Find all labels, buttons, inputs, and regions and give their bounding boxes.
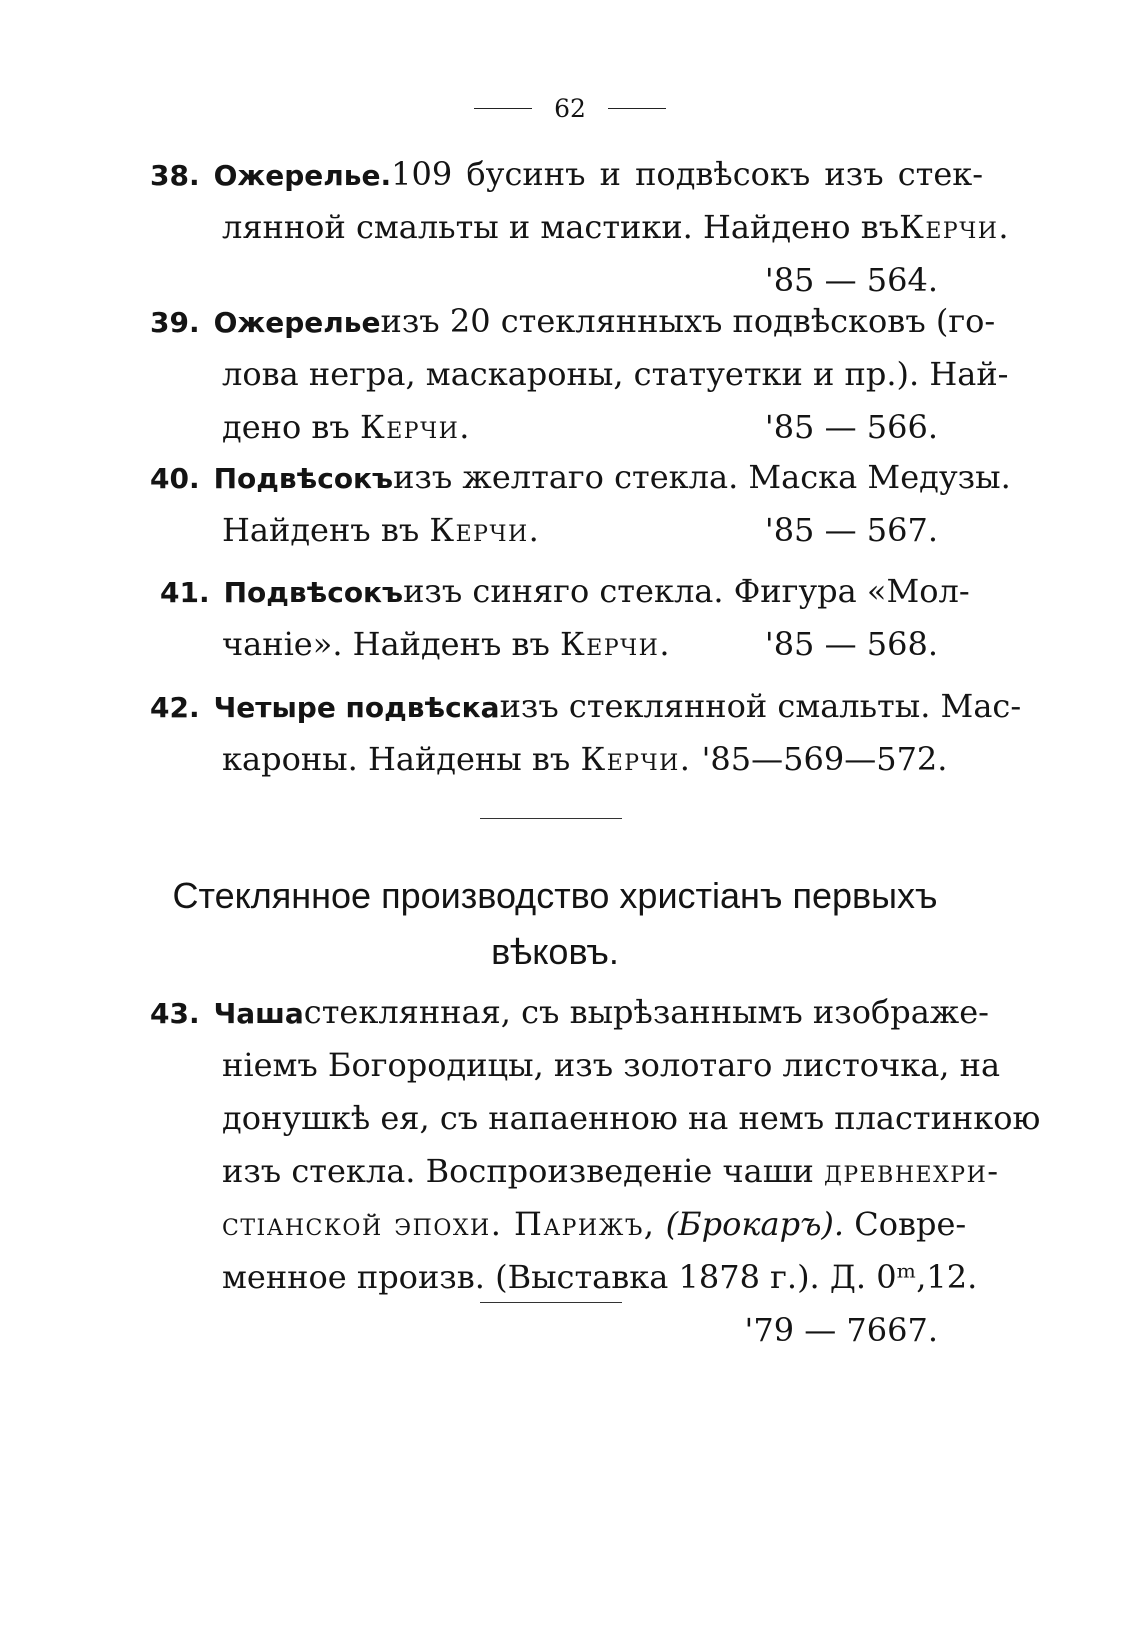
entry-text: Найденъ въ [222,511,430,549]
entry-line [150,201,1011,254]
entry-place: Керчи. [899,208,1011,246]
entry-term: Ожерелье [213,306,381,339]
entry-text: дено въ [222,408,360,446]
entry-text: лянной смальты и мастики. Найдено въ [222,208,900,246]
entry-term: Подвѣсокъ [223,576,404,609]
entry-reference: '85 — 568. [764,625,938,663]
entry-place: Керчи. [429,511,541,549]
page-header [0,88,1140,128]
entry-text: изъ 20 стеклянныхъ подвѣсковъ (го- [380,302,996,340]
entry-text: чаніе». Найденъ въ [222,625,561,663]
entry-number: 39. [150,306,200,339]
catalog-entry-38 [150,148,1011,307]
section-title-line: Стеклянное производство христіанъ первыхъ [172,875,938,916]
entry-reference: '85 — 567. [764,511,938,549]
entry-line [150,401,960,454]
entry-maker: (Брокаръ). [655,1205,845,1243]
entry-text: изъ синяго стекла. Фигура «Мол- [403,572,970,610]
entry-text: изъ стеклянной смальты. Мас- [499,687,1022,725]
entry-text: донушкѣ ея, съ напаенною на немъ пластинкою [222,1099,1041,1137]
section-divider [480,818,622,819]
entry-text: изъ желтаго стекла. Маска Медузы. [393,458,1011,496]
catalog-entry-41 [150,565,970,671]
entry-number: 42. [150,691,200,724]
entry-place: Керчи. [560,625,672,663]
entry-text: менное произв. (Выставка 1878 г.). Д. 0ᵐ,12. [222,1258,978,1296]
entry-text: ніемъ Богородицы, изъ золотаго листочка, на [222,1046,1001,1084]
entry-term: Ожерелье. [213,159,392,192]
entry-text: Совре- [844,1205,967,1243]
entry-line [150,148,984,201]
entry-line [150,680,1022,733]
entry-text: 109 бусинъ и подвѣсокъ изъ стек- [391,155,984,193]
section-title [150,868,960,980]
entry-term: Подвѣсокъ [213,462,394,495]
catalog-entry-40 [150,451,1011,557]
entry-number: 41. [160,576,210,609]
entry-line [150,1198,967,1251]
catalog-entry-42 [150,680,1022,786]
entry-text: кароны. Найдены въ [222,740,581,778]
entry-number: 38. [150,159,200,192]
entry-number: 40. [150,462,200,495]
header-rule-right [608,108,666,109]
section-title-line: вѣковъ. [491,931,619,972]
entry-term: Четыре подвѣска [213,691,500,724]
entry-term: Чаша [213,997,304,1030]
entry-line [150,1145,1000,1198]
entry-place: Керчи. [580,740,692,778]
entry-reference: '85 — 564. [764,261,938,299]
entry-line [150,565,970,618]
page-number: 62 [554,93,586,123]
bottom-divider [480,1302,622,1303]
entry-text: стеклянная, съ вырѣзаннымъ изображе- [303,993,989,1031]
entry-text-smallcaps: стіанской эпохи. Парижъ, [222,1205,656,1243]
entry-text-smallcaps: древнехри- [823,1152,1000,1190]
entry-line [150,618,960,671]
entry-text: лова негра, маскароны, статуетки и пр.). Най- [222,355,1009,393]
entry-text: изъ стекла. Воспроизведеніе чаши [222,1152,824,1190]
entry-place: Керчи. [359,408,471,446]
catalog-entry-39 [150,295,1009,454]
entry-line [150,504,960,557]
entry-line [150,295,996,348]
entry-reference: '85 — 566. [764,408,938,446]
entry-line [150,733,960,786]
header-rule-left [474,108,532,109]
entry-line [150,986,989,1039]
entry-reference: '85—569—572. [691,740,948,778]
entry-reference: '79 — 7667. [744,1311,938,1349]
entry-line [150,451,1011,504]
entry-number: 43. [150,997,200,1030]
